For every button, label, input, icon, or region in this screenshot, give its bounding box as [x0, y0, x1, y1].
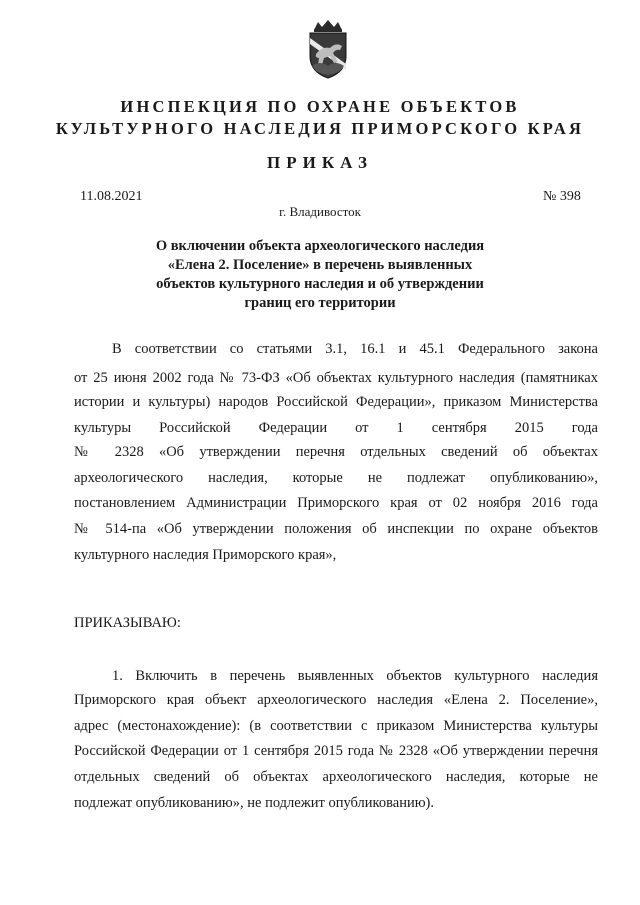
order-directive: ПРИКАЗЫВАЮ:	[74, 615, 181, 631]
item-line: Приморского края объект археологического наследия «Елена 2. Поселение»,	[74, 692, 598, 708]
document-title-line: объектов культурного наследия и об утверждении	[156, 276, 484, 292]
preamble-line: постановлением Администрации Приморского края от 02 ноября 2016 года	[74, 495, 598, 511]
preamble-line: от 25 июня 2002 года № 73-ФЗ «Об объектах культурного наследия (памятниках	[74, 370, 598, 386]
preamble-line: археологического наследия, которые не подлежат опубликованию»,	[74, 470, 598, 486]
item-line: адрес (местонахождение): (в соответствии с приказом Министерства культуры	[74, 718, 598, 734]
coat-of-arms-icon	[300, 18, 356, 80]
organization-name-line1: ИНСПЕКЦИЯ ПО ОХРАНЕ ОБЪЕКТОВ	[120, 97, 520, 116]
preamble-line: № 514-па «Об утверждении положения об инспекции по охране объектов	[74, 521, 598, 537]
document-title-line: О включении объекта археологического наследия	[155, 238, 485, 254]
preamble-line: культурного наследия Приморского края»,	[74, 547, 337, 563]
preamble-line: № 2328 «Об утверждении перечня отдельных сведений об объектах	[74, 444, 598, 460]
document-city: г. Владивосток	[279, 204, 361, 219]
organization-name-line2: КУЛЬТУРНОГО НАСЛЕДИЯ ПРИМОРСКОГО КРАЯ	[55, 119, 585, 138]
document-type: ПРИКАЗ	[267, 153, 373, 172]
item-line: отдельных сведений об объектах археологического наследия, которые не	[74, 769, 598, 785]
item-line: 1. Включить в перечень выявленных объектов культурного наследия	[112, 668, 598, 684]
document-title-line: границ его территории	[244, 295, 396, 311]
document-number: № 398	[543, 189, 581, 204]
document-title-line: «Елена 2. Поселение» в перечень выявленных	[167, 257, 473, 273]
preamble-line: истории и культуры) народов Российской Федерации», приказом Министерства	[74, 394, 598, 410]
preamble-line: культуры Российской Федерации от 1 сентября 2015 года	[74, 420, 598, 436]
item-line: подлежат опубликованию», не подлежит опубликованию).	[74, 795, 435, 811]
item-line: Российской Федерации от 1 сентября 2015 года № 2328 «Об утверждении перечня	[74, 743, 598, 759]
document-date: 11.08.2021	[80, 189, 143, 204]
preamble-line: В соответствии со статьями 3.1, 16.1 и 45.1 Федерального закона	[112, 341, 598, 357]
